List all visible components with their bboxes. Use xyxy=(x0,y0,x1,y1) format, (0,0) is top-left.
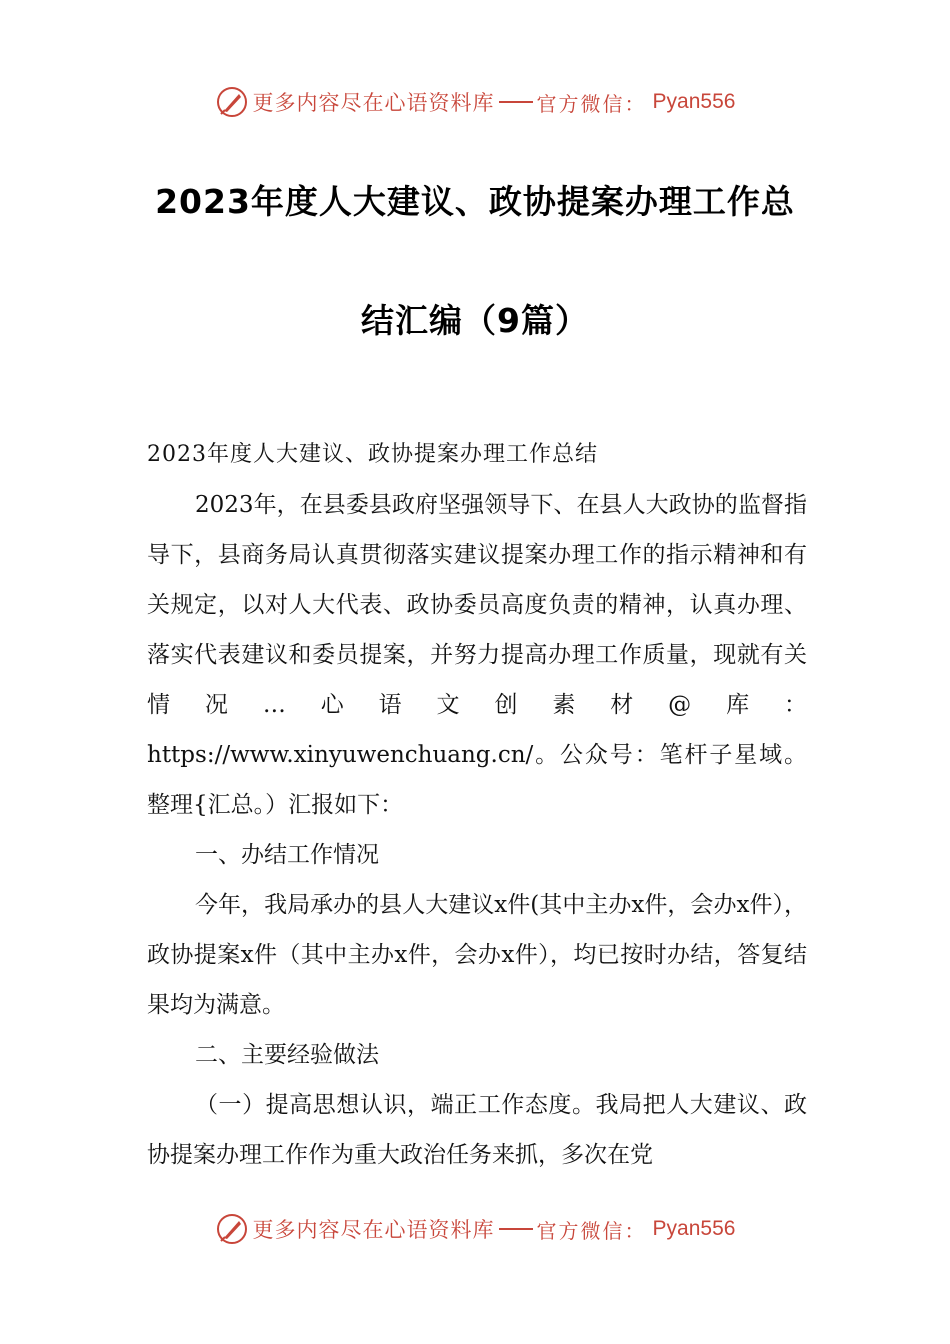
banner-wechat-label: 官方微信： xyxy=(536,1218,647,1243)
banner-wechat-id: Pyan556 xyxy=(652,90,736,113)
banner-wechat-label: 官方微信： xyxy=(536,91,647,116)
banner-text: 更多内容尽在心语资料库 xyxy=(252,1218,495,1242)
document-title-line-2: 结汇编（9篇） xyxy=(361,301,589,340)
document-title-line-1: 2023年度人大建议、政协提案办理工作总 xyxy=(155,182,795,221)
feather-pen-logo-icon xyxy=(215,1212,249,1246)
heading-section-2: 二、主要经验做法 xyxy=(195,1042,379,1068)
paragraph-intro: 2023年，在县委县政府坚强领导下、在县人大政协的监督指导下，县商务局认真贯彻落实建议提案办理工作的指示精神和有关规定，以对人大代表、政协委员高度负责的精神，认真办理、落实代表建议和委员提案，并努力提高办理工作质量，现就有关情况…心语文创素材@库：https://www.xinyuwenchuang.cn/。公众号：笔杆子星域。整理{汇总。）汇报如下： xyxy=(147,492,807,818)
section-subtitle: 2023年度人大建议、政协提案办理工作总结 xyxy=(147,442,598,467)
header-watermark-banner xyxy=(0,82,950,122)
heading-section-1: 一、办结工作情况 xyxy=(195,842,379,868)
document-body xyxy=(147,430,807,1180)
footer-watermark-banner xyxy=(0,1209,950,1249)
paragraph-section-1: 今年，我局承办的县人大建议x件(其中主办x件，会办x件），政协提案x件（其中主办x件，会办x件），均已按时办结，答复结果均为满意。 xyxy=(147,892,807,1018)
banner-dash xyxy=(499,101,533,103)
banner-dash xyxy=(499,1228,533,1230)
banner-wechat-id: Pyan556 xyxy=(652,1217,736,1240)
banner-text: 更多内容尽在心语资料库 xyxy=(252,91,495,115)
feather-pen-logo-icon xyxy=(215,85,249,119)
paragraph-section-2-1: （一）提高思想认识，端正工作态度。我局把人大建议、政协提案办理工作作为重大政治任务来抓，多次在党 xyxy=(147,1092,807,1168)
